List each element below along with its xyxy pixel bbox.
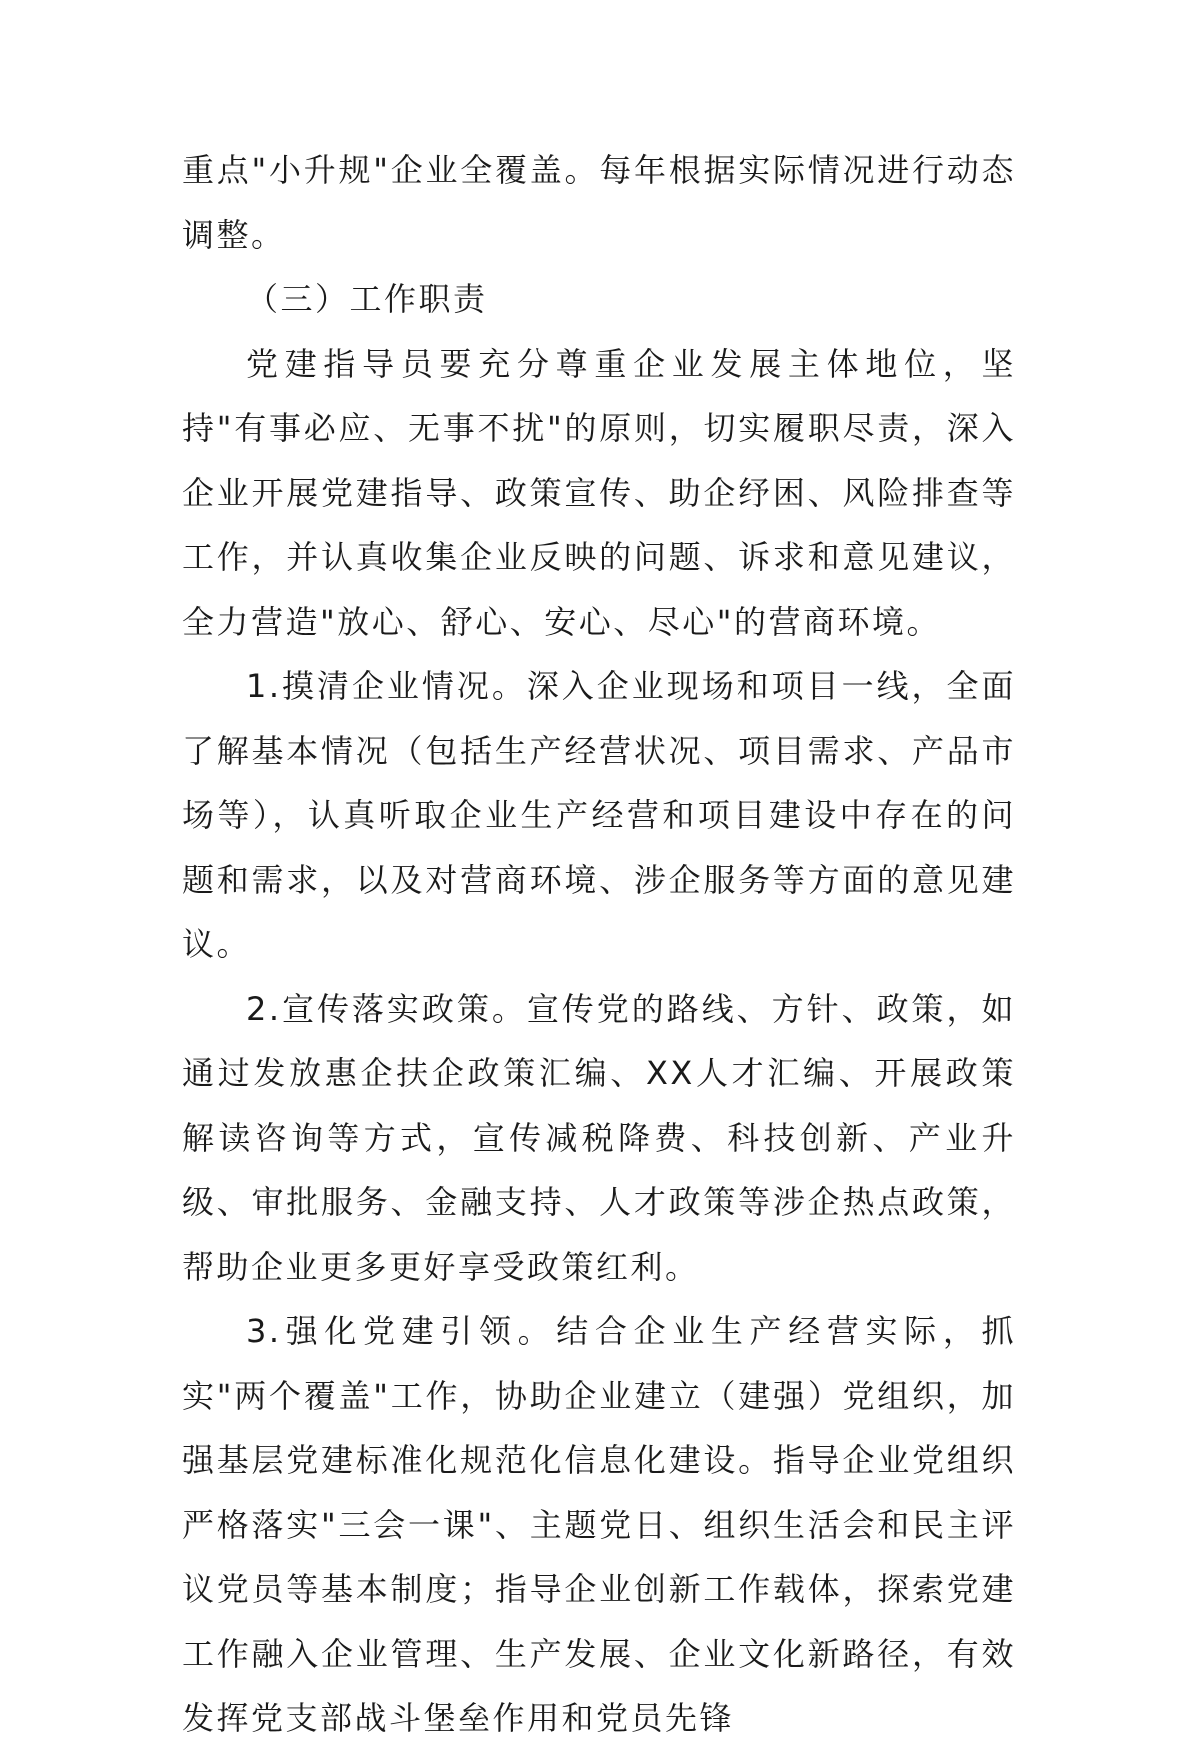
paragraph-continuation: 重点"小升规"企业全覆盖。每年根据实际情况进行动态调整。 (182, 151, 1016, 254)
section-heading: （三）工作职责 (246, 280, 488, 318)
paragraph-item-3: 3.强化党建引领。结合企业生产经营实际，抓实"两个覆盖"工作，协助企业建立（建强）党组织，加强基层党建标准化规范化信息化建设。指导企业党组织严格落实"三会一课"、主题党日、组织生活会和民主评议党员等基本制度；指导企业创新工作载体，探索党建工作融入企业管理、生产发展、企业文化新路径，有效发挥党支部战斗堡垒作用和党员先锋 (182, 1312, 1016, 1737)
document-body (182, 138, 1016, 1751)
paragraph-duties-intro: 党建指导员要充分尊重企业发展主体地位，坚持"有事必应、无事不扰"的原则，切实履职尽责，深入企业开展党建指导、政策宣传、助企纾困、风险排查等工作，并认真收集企业反映的问题、诉求和意见建议，全力营造"放心、舒心、安心、尽心"的营商环境。 (182, 344, 1016, 641)
paragraph-item-2: 2.宣传落实政策。宣传党的路线、方针、政策，如通过发放惠企扶企政策汇编、XX人才汇编、开展政策解读咨询等方式，宣传减税降费、科技创新、产业升级、审批服务、金融支持、人才政策等涉企热点政策，帮助企业更多更好享受政策红利。 (182, 989, 1016, 1286)
paragraph-item-1: 1.摸清企业情况。深入企业现场和项目一线，全面了解基本情况（包括生产经营状况、项目需求、产品市场等），认真听取企业生产经营和项目建设中存在的问题和需求，以及对营商环境、涉企服务等方面的意见建议。 (182, 667, 1016, 963)
